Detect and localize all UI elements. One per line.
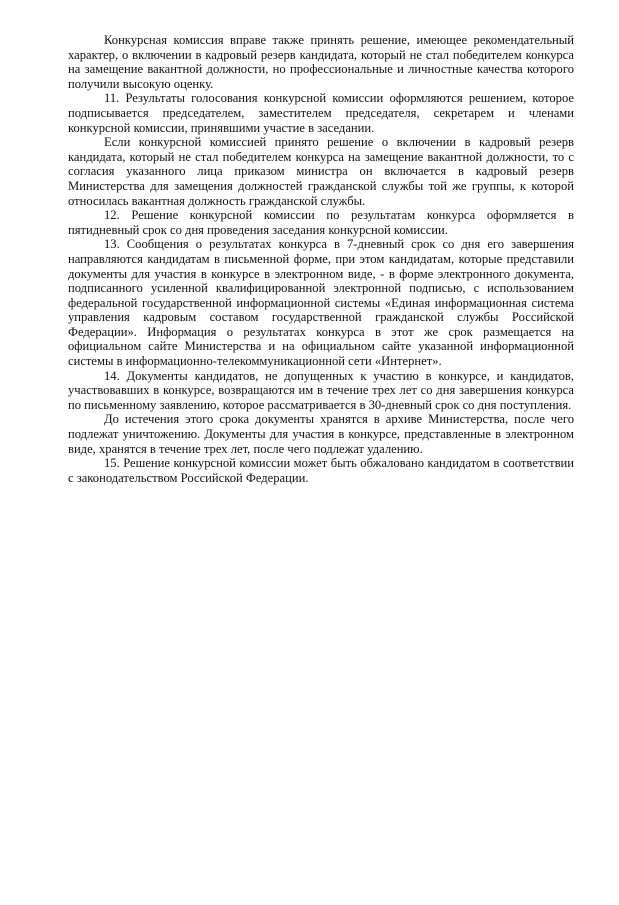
- paragraph-13: 13. Сообщения о результатах конкурса в 7-дневный срок со дня его завершения направляются кандидатам в письменной форме, при этом кандидатам, которые представили документы для участия в конкурсе в электронном виде, - в форме электронного документа, подписанного усиленной квалифицированной электронной подписью, с использованием федеральной государственной информационной системы «Единая информационная система управления кадровым составом государственной гражданской службы Российской Федерации». Информация о результатах конкурса в этот же срок размещается на официальном сайте Министерства и на официальном сайте указанной информационной системы в информационно-телекоммуникационной сети «Интернет».: [68, 237, 574, 369]
- paragraph-11: 11. Результаты голосования конкурсной комиссии оформляются решением, которое подписывается председателем, заместителем председателя, секретарем и членами конкурсной комиссии, принявшими участие в заседании.: [68, 91, 574, 135]
- paragraph-recommendation: Конкурсная комиссия вправе также принять решение, имеющее рекомендательный характер, о включении в кадровый резерв кандидата, который не стал победителем конкурса на замещение вакантной должности, но профессиональные и личностные качества которого получили высокую оценку.: [68, 33, 574, 91]
- paragraph-12: 12. Решение конкурсной комиссии по результатам конкурса оформляется в пятидневный срок со дня проведения заседания конкурсной комиссии.: [68, 208, 574, 237]
- paragraph-reserve-inclusion: Если конкурсной комиссией принято решение о включении в кадровый резерв кандидата, который не стал победителем конкурса на замещение вакантной должности, то с согласия указанного лица приказом министра он включается в кадровый резерв Министерства для замещения должностей гражданской службы той же группы, к которой относилась вакантная должность гражданской службы.: [68, 135, 574, 208]
- paragraph-archive-storage: До истечения этого срока документы хранятся в архиве Министерства, после чего подлежат уничтожению. Документы для участия в конкурсе, представленные в электронном виде, хранятся в течение трех лет, после чего подлежат удалению.: [68, 412, 574, 456]
- paragraph-14: 14. Документы кандидатов, не допущенных к участию в конкурсе, и кандидатов, участвовавших в конкурсе, возвращаются им в течение трех лет со дня завершения конкурса по письменному заявлению, которое рассматривается в 30-дневный срок со дня поступления.: [68, 368, 574, 412]
- paragraph-15: 15. Решение конкурсной комиссии может быть обжаловано кандидатом в соответствии с законодательством Российской Федерации.: [68, 456, 574, 485]
- document-body: [68, 33, 574, 485]
